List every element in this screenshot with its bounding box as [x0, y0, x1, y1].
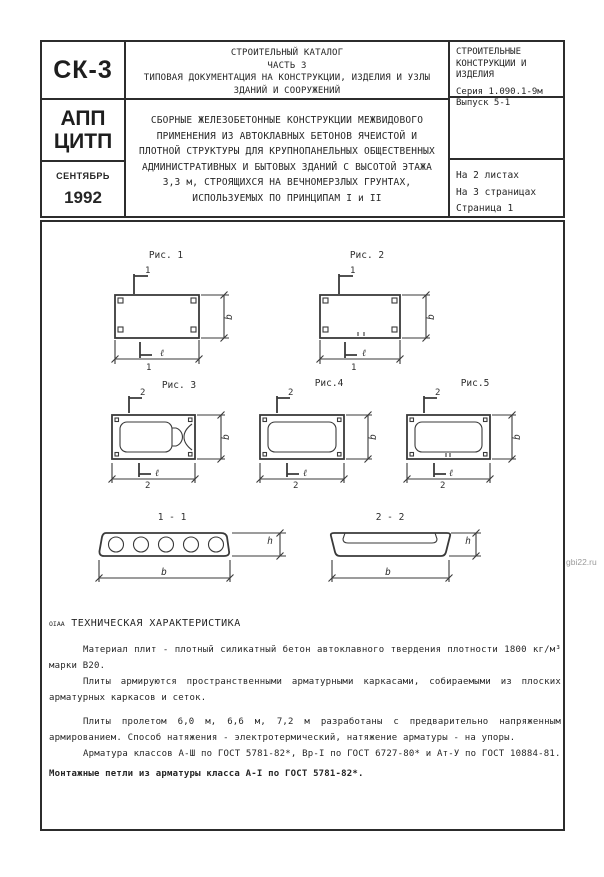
publisher-line-2: ЦИТП [53, 130, 113, 153]
figures-drawing [42, 222, 563, 602]
svg-text:1: 1 [351, 363, 357, 373]
corner-marks [410, 418, 487, 457]
tech-heading [49, 616, 561, 632]
tech-heading-prefix: ОIАА [49, 620, 65, 628]
catalog-title-line-3: ТИПОВАЯ ДОКУМЕНТАЦИЯ НА КОНСТРУКЦИИ, ИЗДЕЛИЯ И УЗЛЫ [143, 73, 431, 83]
svg-text:b: b [161, 567, 167, 578]
corner-marks [115, 418, 192, 456]
svg-text:ℓ: ℓ [449, 468, 453, 479]
publisher-line-1: АПП [60, 107, 106, 130]
svg-text:ℓ: ℓ [362, 348, 366, 359]
notch-outline [172, 428, 182, 446]
height-dimension [232, 530, 286, 560]
svg-text:1: 1 [350, 266, 356, 276]
length-dimension [257, 463, 348, 483]
tech-paragraph-reinforcement: Плиты армируются пространственными арматурными каркасами, собираемыми из плоских арматурных каркасов и сеток. [49, 677, 561, 703]
recess-line [343, 533, 437, 543]
figure-2-plan [317, 250, 438, 373]
svg-text:1: 1 [146, 363, 152, 373]
publisher-cell [42, 100, 124, 162]
svg-text:2: 2 [288, 388, 294, 398]
svg-text:2: 2 [145, 481, 151, 491]
tech-paragraph-material: Материал плит - плотный силикатный бетон автоклавного твердения плотности 1800 кг/м³ марки В20. [49, 645, 561, 671]
svg-text:b: b [368, 434, 379, 440]
content-frame [40, 220, 565, 831]
figure-2-caption: Рис. 2 [349, 250, 385, 261]
subject-line-1: СБОРНЫЕ ЖЕЛЕЗОБЕТОННЫЕ КОНСТРУКЦИИ МЕЖВИДОВОГО [150, 115, 424, 126]
figure-5-caption: Рис.5 [460, 378, 490, 389]
tech-paragraph-spans: Плиты пролетом 6,0 м, 6,6 м, 7,2 м разработаны с предварительно напряженным армированием. Способ натяжения - электротермический, натяжение арматуры - на упоры. [49, 717, 561, 743]
site-watermark: gbi22.ru [566, 557, 597, 567]
empty-cell [450, 98, 563, 160]
svg-text:h: h [465, 536, 471, 547]
length-dimension [317, 340, 404, 364]
figure-3-caption: Рис. 3 [161, 380, 197, 391]
catalog-code: СК-3 [53, 55, 113, 84]
length-dimension [112, 340, 203, 364]
length-dimension [109, 463, 199, 483]
svg-text:b: b [426, 314, 437, 320]
series-number: Серия 1.090.1-9м [456, 86, 543, 97]
document-subject-cell [126, 100, 448, 216]
sheet-count-line-1: На 2 листах [456, 170, 519, 181]
svg-text:1: 1 [145, 266, 151, 276]
slab-outline [115, 295, 199, 338]
subject-line-3: ПЛОТНОЙ СТРУКТУРЫ ДЛЯ КРУПНОПАНЕЛЬНЫХ ОБЩЕСТВЕННЫХ [139, 146, 435, 157]
slab-cross-section [331, 533, 450, 556]
tech-paragraph-steel-classes: Арматура классов А-Ш по ГОСТ 5781-82*, Вр-I по ГОСТ 6727-80* и Ат-У по ГОСТ 10884-81. [83, 749, 561, 759]
svg-text:ℓ: ℓ [155, 468, 159, 479]
section-1-1 [96, 512, 287, 582]
sheet-count-cell [450, 160, 563, 216]
figure-1-plan [112, 250, 236, 373]
svg-text:2: 2 [140, 388, 146, 398]
section-cut-2-mark-top [424, 396, 437, 413]
recess-outline [120, 422, 172, 452]
figure-1-caption: Рис. 1 [148, 250, 184, 261]
subject-line-2: ПРИМЕНЕНИЯ ИЗ АВТОКЛАВНЫХ БЕТОНОВ ЯЧЕИСТОЙ И [156, 130, 418, 142]
svg-text:2: 2 [440, 481, 446, 491]
slab-cross-section [99, 533, 229, 556]
subject-line-4: АДМИНИСТРАТИВНЫХ И БЫТОВЫХ ЗДАНИЙ С ВЫСОТОЙ ЭТАЖА [141, 161, 433, 173]
recess-outline [268, 422, 336, 452]
section-cut-1-mark-top [339, 274, 353, 294]
lifting-loop-marks [118, 298, 196, 332]
sheet-count-line-3: Страница 1 [456, 203, 514, 214]
svg-text:b: b [512, 434, 523, 440]
series-title-line-1: СТРОИТЕЛЬНЫЕ [456, 47, 522, 57]
recess-outline [415, 422, 482, 452]
svg-text:b: b [221, 434, 232, 440]
header-center-column [126, 42, 450, 216]
issue-year: 1992 [64, 187, 102, 207]
catalog-code-cell [42, 42, 124, 100]
lifting-loop-marks [323, 298, 397, 336]
section-cut-2-mark-bottom [287, 463, 299, 477]
figure-3-plan [109, 380, 233, 491]
section-cut-1-mark-bottom [140, 342, 152, 358]
svg-text:b: b [385, 567, 391, 578]
svg-text:2: 2 [293, 481, 299, 491]
series-issue: Выпуск 5-1 [456, 98, 511, 108]
technical-characteristics [49, 616, 561, 782]
figure-4-plan [257, 378, 380, 491]
corner-marks [263, 418, 341, 456]
catalog-title-line-1: СТРОИТЕЛЬНЫЙ КАТАЛОГ [230, 48, 344, 58]
svg-text:b: b [224, 314, 235, 320]
section-cut-1-mark-top [134, 274, 148, 294]
svg-text:2: 2 [435, 388, 441, 398]
figure-5-plan [404, 378, 524, 491]
catalog-title-line-2: ЧАСТЬ 3 [267, 60, 307, 71]
section-cut-1-mark-bottom [345, 342, 357, 358]
subject-line-5: 3,3 м, СТРОЯЩИХСЯ НА ВЕЧНОМЕРЗЛЫХ ГРУНТАХ, [162, 177, 412, 188]
series-title-line-2: КОНСТРУКЦИИ И [456, 58, 527, 69]
issue-date-cell [42, 162, 124, 216]
subject-line-6: ИСПОЛЬЗУЕМЫХ ПО ПРИНЦИПАМ I и II [192, 192, 382, 204]
header-stamp-table [40, 40, 565, 218]
svg-text:ℓ: ℓ [160, 348, 164, 359]
section-2-2-caption: 2 - 2 [375, 512, 405, 523]
tech-heading-text: ТЕХНИЧЕСКАЯ ХАРАКТЕРИСТИКА [71, 618, 241, 629]
slab-outline [320, 295, 400, 338]
svg-text:h: h [267, 536, 273, 547]
issue-month: СЕНТЯБРЬ [56, 170, 110, 181]
section-1-1-caption: 1 - 1 [157, 512, 187, 523]
section-cut-2-mark-bottom [139, 463, 151, 477]
edge-recess-curve [184, 424, 192, 450]
header-left-column [42, 42, 126, 216]
core-holes [109, 537, 224, 552]
section-2-2 [329, 512, 482, 582]
header-right-column [450, 42, 563, 216]
sheet-count-line-2: На 3 страницах [456, 186, 537, 198]
series-cell [450, 42, 563, 108]
section-cut-2-mark-top [129, 396, 142, 413]
svg-text:ℓ: ℓ [303, 468, 307, 479]
catalog-title-line-4: ЗДАНИЙ И СООРУЖЕНИЙ [233, 85, 341, 96]
series-title-line-3: ИЗДЕЛИЯ [456, 70, 494, 80]
section-cut-2-mark-bottom [434, 463, 446, 477]
figure-4-caption: Рис.4 [314, 378, 344, 389]
section-cut-2-mark-top [277, 396, 290, 413]
tech-paragraph-lifting-loops: Монтажные петли из арматуры класса А-I по ГОСТ 5781-82*. [49, 769, 364, 779]
catalog-title-cell [126, 42, 448, 100]
